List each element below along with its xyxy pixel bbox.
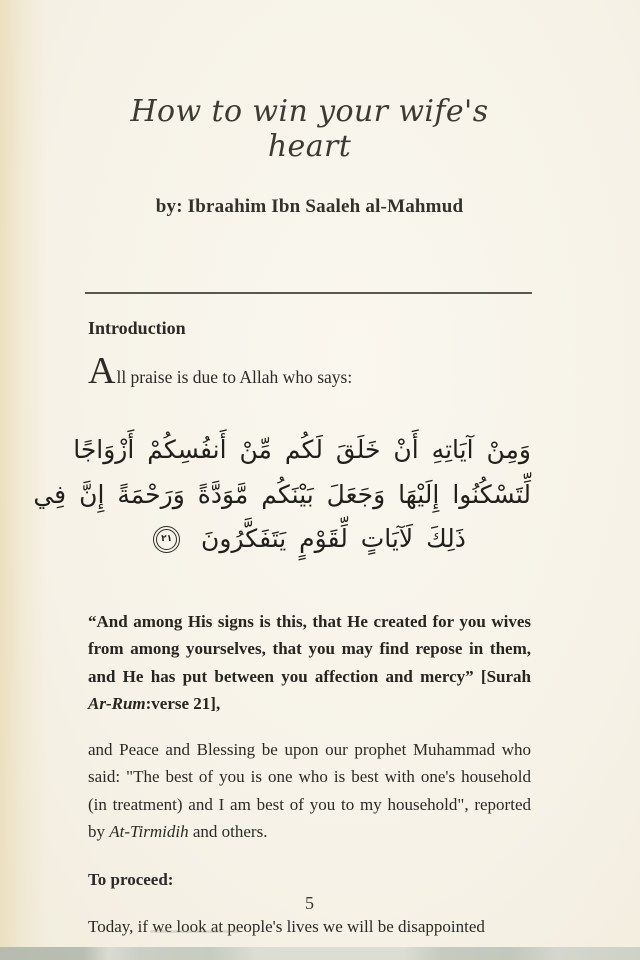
hadith-text-end: and others. xyxy=(188,822,268,842)
intro-heading: Introduction xyxy=(88,318,186,338)
author-byline: by: Ibraahim Ibn Saaleh al-Mahmud xyxy=(155,196,464,217)
section-divider xyxy=(85,292,532,294)
quran-verse-line-3 xyxy=(88,517,531,562)
hadith-source: At-Tirmidih xyxy=(109,822,189,842)
page-bottom-edge xyxy=(0,947,640,960)
body-opening-line: Today, if we look at people's lives we will be disappointed xyxy=(88,917,485,937)
scan-smudge xyxy=(150,930,240,933)
quran-verse-line-2: لِّتَسْكُنُوا إِلَيْهَا وَجَعَلَ بَيْنَكُم مَّوَدَّةً وَرَحْمَةً إِنَّ فِي xyxy=(33,479,531,509)
translation-ref-suffix: :verse 21], xyxy=(145,694,221,714)
book-title: How to win your wife's heart xyxy=(130,94,489,164)
to-proceed-heading: To proceed: xyxy=(88,869,174,889)
opening-line xyxy=(88,350,531,392)
quran-verse-arabic xyxy=(33,428,531,562)
page-content xyxy=(33,0,531,941)
hadith-text: and Peace and Blessing be upon our prophet Muhammad who said: "The best of you is one who is best with one's household (in treatment) and I am best of you to my household", reported by xyxy=(88,739,531,842)
page-number: 5 xyxy=(305,893,314,913)
hadith-paragraph xyxy=(88,736,531,846)
surah-name: Ar-Rum xyxy=(88,694,146,714)
quran-verse-line-1: وَمِنْ آيَاتِهِ أَنْ خَلَقَ لَكُم مِّنْ أَنفُسِكُمْ أَزْوَاجًا xyxy=(73,435,531,464)
ayah-number: ٢١ xyxy=(161,534,173,545)
quran-verse-line-3-text: ذَلِكَ لَآيَاتٍ لِّقَوْمٍ يَتَفَكَّرُونَ xyxy=(201,524,466,553)
opening-line-text: ll praise is due to Allah who says: xyxy=(116,367,353,387)
dropcap-letter: A xyxy=(88,350,117,392)
translation-ref-prefix: [Surah xyxy=(473,666,531,686)
ayah-end-medallion xyxy=(153,526,180,553)
translation-quote: “And among His signs is this, that He created for you wives from among yourselves, that you may find repose in them, and He has put between you affection and mercy” xyxy=(88,611,531,686)
verse-translation xyxy=(88,608,531,718)
